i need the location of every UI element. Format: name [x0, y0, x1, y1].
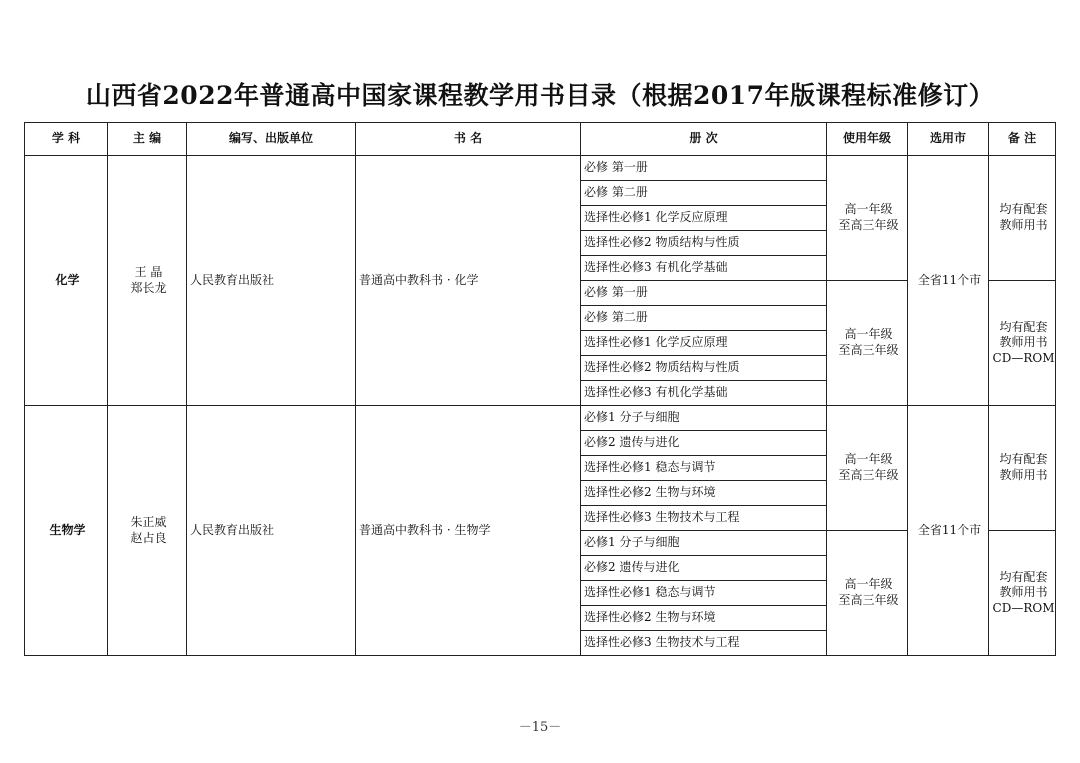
volume-cell: 选择性必修2 生物与环境	[581, 606, 827, 631]
editor-name: 郑长龙	[130, 280, 167, 295]
note-line: 均有配套	[999, 319, 1048, 334]
note-cell	[989, 156, 1056, 281]
editor-cell	[108, 406, 187, 656]
volume-cell: 选择性必修1 稳态与调节	[581, 581, 827, 606]
note-line: CD—ROM	[992, 350, 1055, 365]
header-editor: 主 编	[108, 123, 187, 156]
volume-cell: 选择性必修2 物质结构与性质	[581, 356, 827, 381]
page-number: －15－	[518, 720, 562, 735]
volume-cell: 选择性必修2 生物与环境	[581, 481, 827, 506]
volume-cell: 必修1 分子与细胞	[581, 531, 827, 556]
publisher-cell: 人民教育出版社	[187, 156, 356, 406]
note-line: 教师用书	[999, 468, 1048, 482]
note-line: 教师用书	[999, 335, 1048, 350]
header-city: 选用市	[908, 123, 989, 156]
volume-cell: 选择性必修3 有机化学基础	[581, 381, 827, 406]
subject-cell: 生物学	[25, 406, 108, 656]
grade-line: 至高三年级	[838, 593, 899, 607]
editor-cell	[108, 156, 187, 406]
note-line: 教师用书	[999, 218, 1048, 232]
header-subject: 学 科	[25, 123, 108, 156]
editor-name: 赵占良	[130, 530, 167, 545]
volume-cell: 必修1 分子与细胞	[581, 406, 827, 431]
note-cell	[989, 281, 1056, 406]
note-line: 均有配套	[999, 569, 1048, 584]
volume-cell: 选择性必修3 生物技术与工程	[581, 631, 827, 656]
note-cell	[989, 531, 1056, 656]
volume-cell: 必修2 遗传与进化	[581, 431, 827, 456]
city-cell: 全省11个市	[908, 406, 989, 656]
note-line: CD—ROM	[992, 600, 1055, 615]
book-name-cell: 普通高中教科书 · 化学	[356, 156, 581, 406]
grade-line: 至高三年级	[838, 343, 899, 357]
grade-cell	[827, 531, 908, 656]
grade-line: 至高三年级	[838, 218, 899, 232]
editor-name: 朱正威	[130, 514, 167, 529]
textbook-catalog-table	[24, 122, 1056, 656]
volume-cell: 必修 第二册	[581, 306, 827, 331]
volume-cell: 必修 第二册	[581, 181, 827, 206]
grade-line: 高一年级	[844, 452, 893, 467]
grade-line: 至高三年级	[838, 468, 899, 482]
header-grade: 使用年级	[827, 123, 908, 156]
volume-cell: 选择性必修1 化学反应原理	[581, 206, 827, 231]
header-book: 书 名	[356, 123, 581, 156]
note-line: 均有配套	[999, 202, 1048, 217]
table-row	[25, 406, 1056, 431]
page-title: 山西省2022年普通高中国家课程教学用书目录（根据2017年版课程标准修订）	[85, 81, 995, 110]
volume-cell: 选择性必修3 有机化学基础	[581, 256, 827, 281]
volume-cell: 选择性必修2 物质结构与性质	[581, 231, 827, 256]
header-note: 备 注	[989, 123, 1056, 156]
grade-cell	[827, 406, 908, 531]
volume-cell: 必修 第一册	[581, 281, 827, 306]
volume-cell: 必修2 遗传与进化	[581, 556, 827, 581]
grade-line: 高一年级	[844, 577, 893, 592]
city-cell: 全省11个市	[908, 156, 989, 406]
editor-name: 王 晶	[134, 264, 163, 279]
grade-cell	[827, 156, 908, 281]
note-line: 均有配套	[999, 452, 1048, 467]
header-publisher: 编写、出版单位	[187, 123, 356, 156]
volume-cell: 选择性必修1 稳态与调节	[581, 456, 827, 481]
note-cell	[989, 406, 1056, 531]
volume-cell: 选择性必修3 生物技术与工程	[581, 506, 827, 531]
note-line: 教师用书	[999, 585, 1048, 600]
grade-cell	[827, 281, 908, 406]
subject-cell: 化学	[25, 156, 108, 406]
header-volume: 册 次	[581, 123, 827, 156]
volume-cell: 必修 第一册	[581, 156, 827, 181]
publisher-cell: 人民教育出版社	[187, 406, 356, 656]
volume-cell: 选择性必修1 化学反应原理	[581, 331, 827, 356]
header-row	[25, 123, 1056, 156]
table-body	[25, 156, 1056, 656]
table-row	[25, 156, 1056, 181]
grade-line: 高一年级	[844, 327, 893, 342]
grade-line: 高一年级	[844, 202, 893, 217]
book-name-cell: 普通高中教科书 · 生物学	[356, 406, 581, 656]
